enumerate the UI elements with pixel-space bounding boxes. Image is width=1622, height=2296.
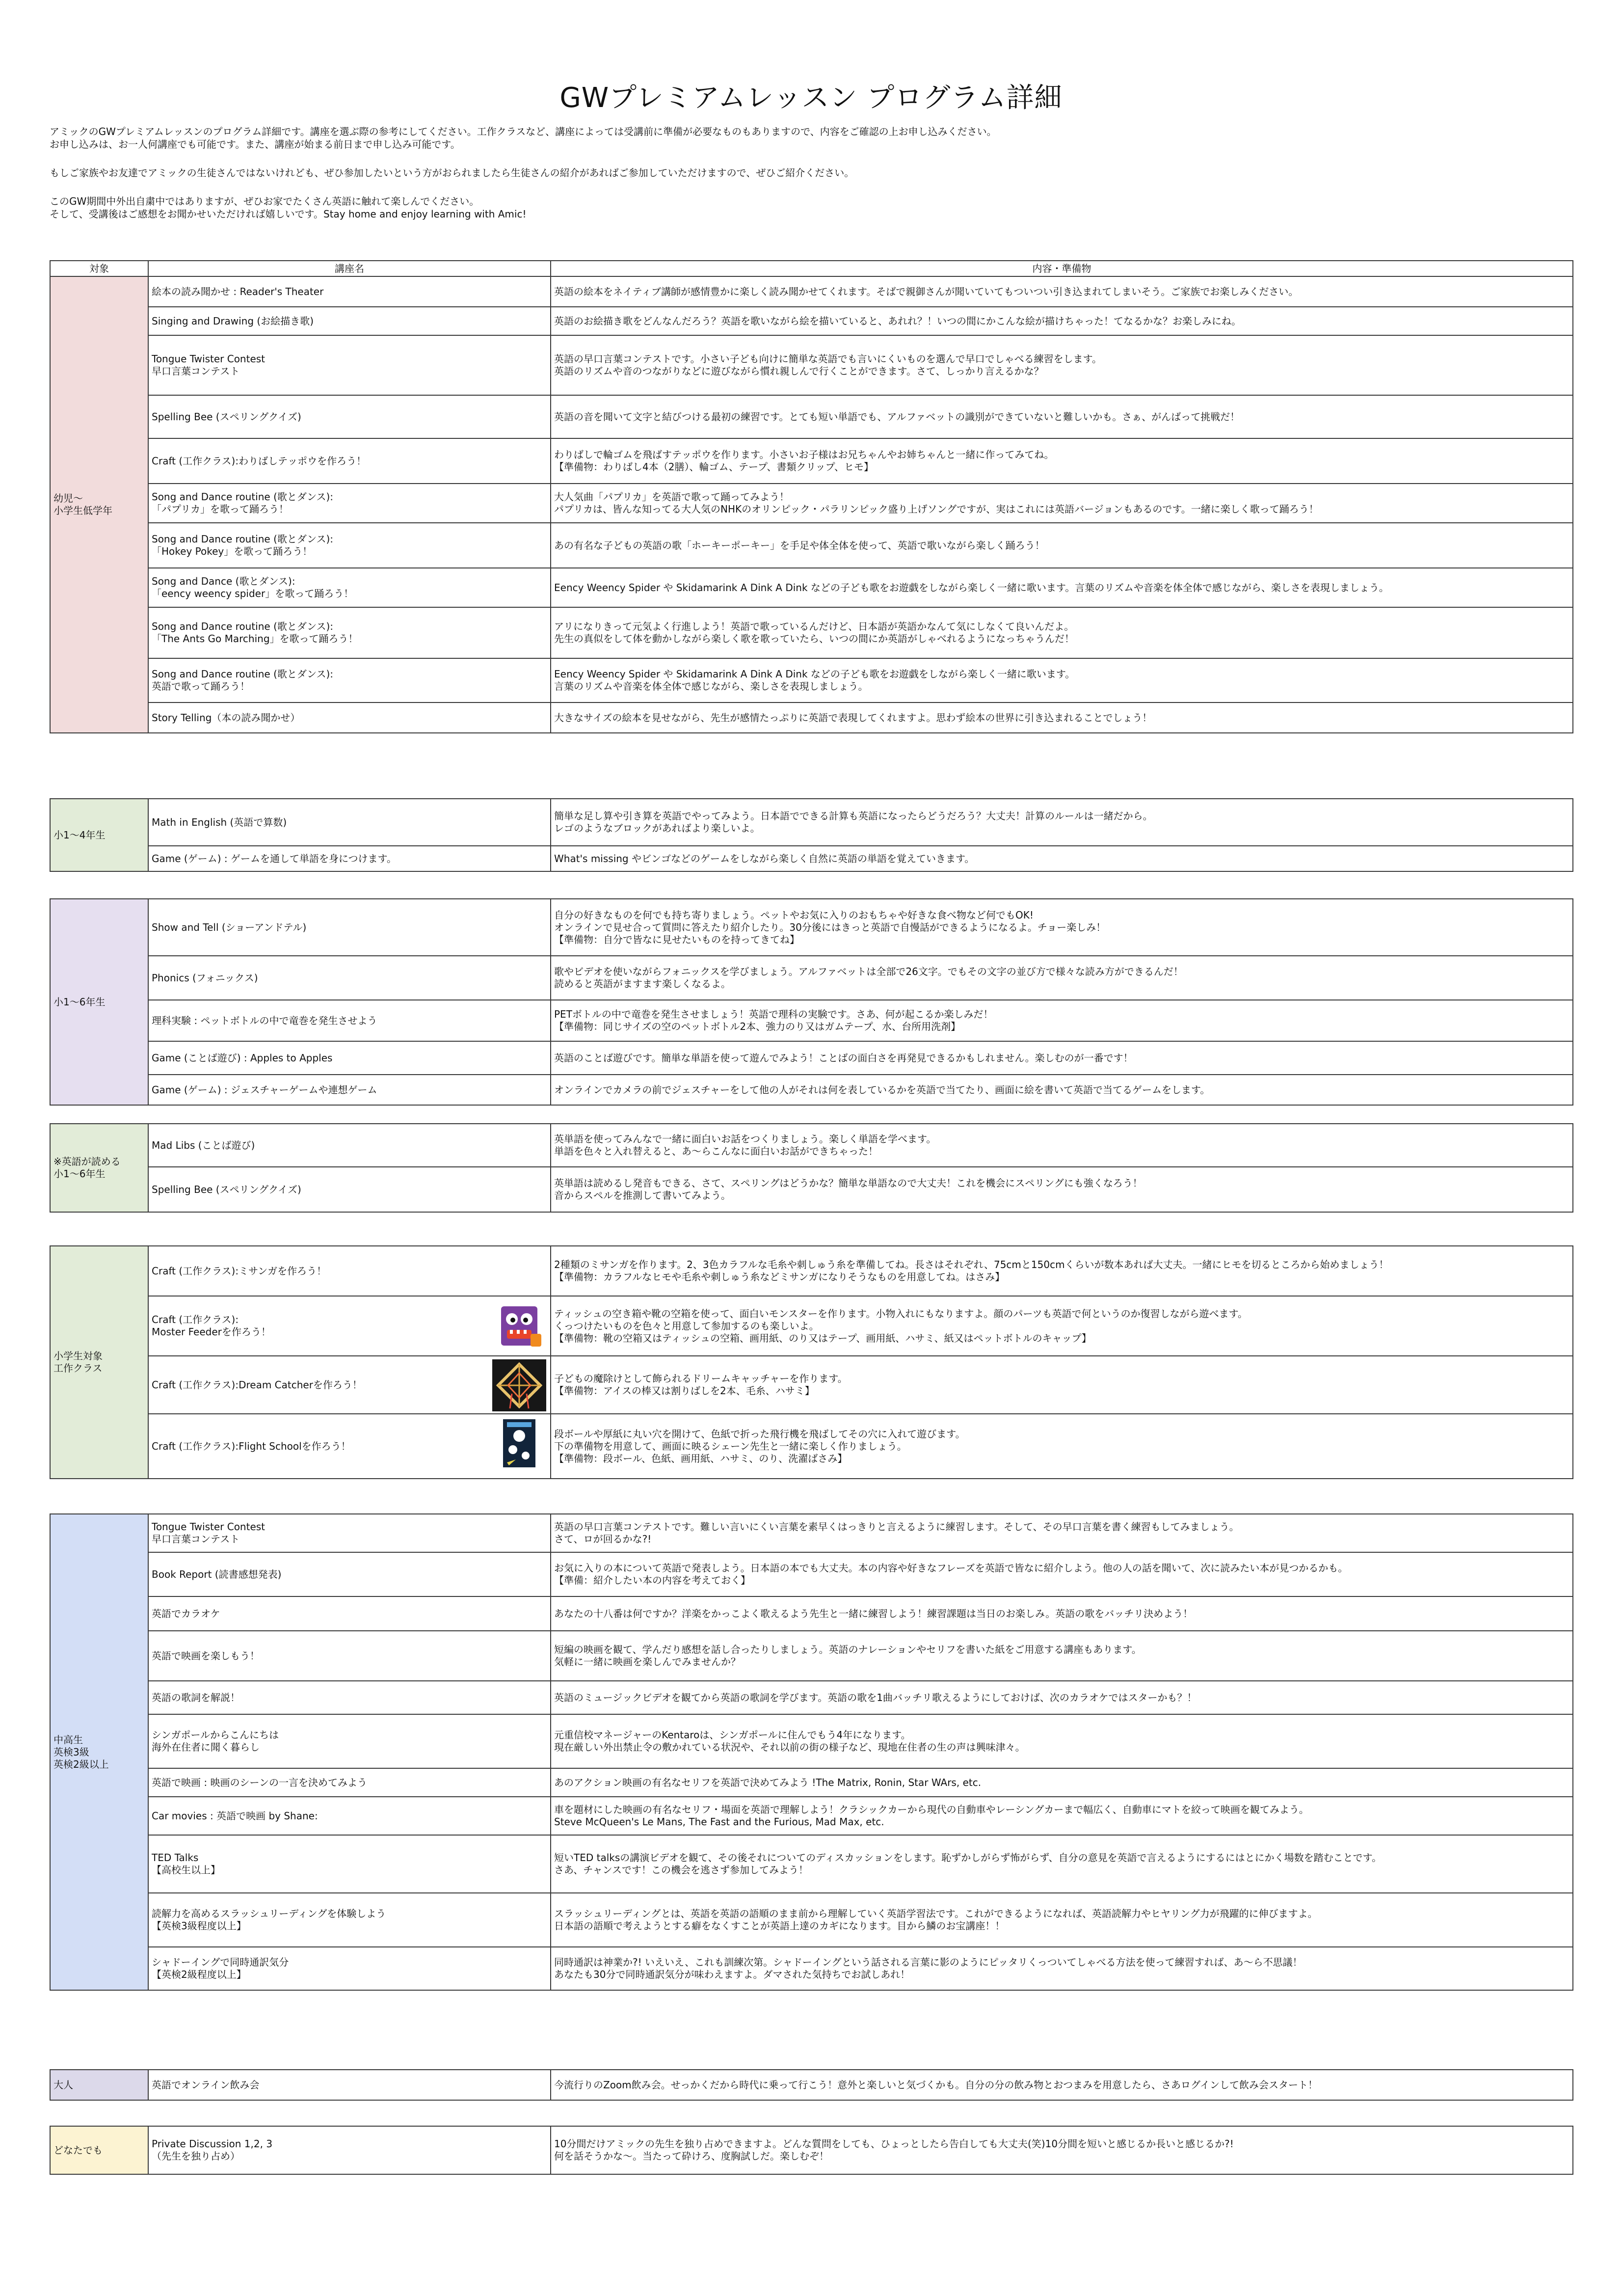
course-name: Private Discussion 1,2, 3 xyxy=(152,2138,273,2150)
page-title: GWプレミアムレッスン プログラム詳細 xyxy=(559,82,1063,114)
course-description-line: 【準備物：わりばし4本（2膳）、輪ゴム、テープ、書類クリップ、ヒモ】 xyxy=(554,461,874,473)
course-name: 読解力を高めるスラッシュリーディングを体験しよう xyxy=(152,1908,386,1919)
table-row xyxy=(50,1000,1573,1041)
course-name-cell xyxy=(148,956,551,1000)
intro-line: このGW期間中外出自粛中ではありますが、ぜひお家でたくさん英語に触れて楽しんでください。 xyxy=(50,195,479,207)
course-description-line: 英語のリズムや音のつながりなどに遊びながら慣れ親しんで行くことができます。さて、しっかり言えるかな？ xyxy=(554,365,1044,377)
course-description-cell xyxy=(551,523,1573,568)
intro-line: お申し込みは、お一人何講座でも可能です。また、講座が始まる前日まで申し込み可能です。 xyxy=(50,138,460,150)
course-description-line: 10分間だけアミックの先生を独り占めできますよ。どんな質問をしても、ひょっとしたら告白しても大丈夫(笑)10分間を短いと感じるか長いと感じるか?! xyxy=(554,2138,1234,2150)
table-row xyxy=(50,1514,1573,1552)
course-description-cell xyxy=(551,1041,1573,1075)
course-description-line: 先生の真似をして体を動かしながら楽しく歌を歌っていたら、いつの間にか英語がしゃべれるようになっちゃうんだ！ xyxy=(554,633,1074,645)
course-name-cell xyxy=(148,395,551,438)
course-description-line: 【準備：紹介したい本の内容を考えておく】 xyxy=(554,1574,750,1586)
target-audience-cell xyxy=(50,1246,148,1479)
course-description-line: お気に入りの本について英語で発表しよう。日本語の本でも大丈夫。本の内容や好きなフレーズを英語で皆なに紹介しよう。他の人の話を聞いて、次に読みたい本が見つかるかも。 xyxy=(554,1562,1348,1574)
course-name-cell xyxy=(148,846,551,871)
course-name: Song and Dance (歌とダンス): xyxy=(152,575,295,587)
craft-thumbnail-monster xyxy=(492,1299,546,1351)
table-row xyxy=(50,799,1573,846)
table-row xyxy=(50,1947,1573,1990)
course-description-cell xyxy=(551,1768,1573,1797)
course-name: 英語で映画を楽しもう！ xyxy=(152,1649,260,1662)
table-row xyxy=(50,846,1573,871)
course-name: 英語でカラオケ xyxy=(152,1607,220,1620)
course-description-cell xyxy=(551,799,1573,846)
target-audience-cell xyxy=(50,2070,148,2100)
course-name: 【英検3級程度以上】 xyxy=(152,1920,246,1932)
course-description-cell xyxy=(551,1596,1573,1631)
table-row xyxy=(50,1552,1573,1596)
course-name-cell xyxy=(148,1835,551,1893)
table-row xyxy=(50,2070,1573,2100)
target-audience-label: 小1～4年生 xyxy=(53,829,106,841)
intro-paragraph xyxy=(50,166,1571,179)
course-description-line: さあ、チャンスです！この機会を逃さず参加してみよう！ xyxy=(554,1864,808,1876)
table-row xyxy=(50,1835,1573,1893)
program-section-table xyxy=(50,1513,1573,1991)
course-description-cell xyxy=(551,899,1573,956)
target-audience-cell xyxy=(50,1124,148,1212)
course-name: 早口言葉コンテスト xyxy=(152,365,240,377)
target-audience-label: 小学生低学年 xyxy=(53,505,112,516)
target-audience-label: 幼児～ xyxy=(53,492,83,504)
course-name: Car movies : 英語で映画 by Shane: xyxy=(152,1810,318,1822)
table-row xyxy=(50,438,1573,484)
course-name: TED Talks xyxy=(152,1852,199,1864)
course-description-cell xyxy=(551,276,1573,307)
course-description-line: Steve McQueen's Le Mans, The Fast and the Furious, Mad Max, etc. xyxy=(554,1816,884,1828)
course-description-line: アリになりきって元気よく行進しよう！英語で歌っているんだけど、日本語が英語かなんて気にしなくて良いんだよ。 xyxy=(554,621,1074,632)
course-description-cell xyxy=(551,1835,1573,1893)
target-audience-label: ※英語が読める xyxy=(53,1156,121,1167)
course-description-line: 段ボールや厚紙に丸い穴を開けて、色紙で折った飛行機を飛ばしてその穴に入れて遊びます。 xyxy=(554,1428,965,1440)
course-description-line: レゴのようなブロックがあればより楽しいよ。 xyxy=(554,822,760,834)
table-row xyxy=(50,1246,1573,1296)
course-name-cell xyxy=(148,1356,551,1414)
table-row xyxy=(50,1681,1573,1714)
intro-paragraph xyxy=(50,125,1571,151)
course-description-line: 英語の早口言葉コンテストです。小さい子ども向けに簡単な英語でも言いにくいものを選んで早口でしゃべる練習をします。 xyxy=(554,353,1102,365)
course-description-cell xyxy=(551,1296,1573,1356)
course-name: 「パプリカ」を歌って踊ろう！ xyxy=(152,503,289,515)
target-audience-label: 中高生 xyxy=(53,1733,83,1746)
course-name: 英語の歌詞を解説！ xyxy=(152,1691,240,1703)
course-name: 英語でオンライン飲み会 xyxy=(152,2079,260,2091)
course-description-cell xyxy=(551,568,1573,607)
table-row xyxy=(50,276,1573,307)
course-description-line: 【準備物：自分で皆なに見せたいものを持ってきてね】 xyxy=(554,933,799,945)
course-name: 早口言葉コンテスト xyxy=(152,1533,240,1545)
program-section-table xyxy=(50,2126,1573,2175)
course-name-cell xyxy=(148,438,551,484)
course-name: （先生を独り占め） xyxy=(152,2150,240,2162)
course-name-cell xyxy=(148,899,551,956)
course-name-cell xyxy=(148,1000,551,1041)
course-name: 「eency weency spider」を歌って踊ろう！ xyxy=(152,588,354,599)
course-name-cell xyxy=(148,702,551,733)
course-name-cell xyxy=(148,1041,551,1075)
course-name-cell xyxy=(148,335,551,395)
course-description-line: Eency Weency Spider や Skidamarink A Dink A Dink などの子ども歌をお遊戯をしながら楽しく一緒に歌います。 xyxy=(554,668,1075,680)
course-description-line: 何を話そうかな～。当たって砕けろ、度胸試しだ。楽しむぞ！ xyxy=(554,2150,829,2162)
course-name: Tongue Twister Contest xyxy=(152,1521,266,1533)
course-description-line: あなたも30分で同時通訳気分が味わえますよ。ダマされた気持ちでお試しあれ！ xyxy=(554,1969,910,1980)
course-description-line: 歌やビデオを使いながらフォニックスを学びましょう。アルファベットは全部で26文字。でもその文字の並び方で様々な読み方ができるんだ！ xyxy=(554,966,1183,977)
table-row xyxy=(50,523,1573,568)
course-name-cell xyxy=(148,1552,551,1596)
course-description-cell xyxy=(551,1246,1573,1296)
target-audience-cell xyxy=(50,799,148,871)
course-name-cell xyxy=(148,658,551,702)
table-row xyxy=(50,1596,1573,1631)
course-name: Story Telling（本の読み聞かせ） xyxy=(152,711,300,724)
table-row xyxy=(50,607,1573,658)
course-description-line: 【準備物：アイスの棒又は割りばしを2本、毛糸、ハサミ】 xyxy=(554,1385,815,1397)
table-row xyxy=(50,395,1573,438)
table-row xyxy=(50,1714,1573,1768)
course-name-cell xyxy=(148,1768,551,1797)
intro-line: そして、受講後はご感想をお聞かせいただければ嬉しいです。Stay home and enjoy learning with Amic! xyxy=(50,208,527,220)
course-name: Song and Dance routine (歌とダンス): xyxy=(152,533,334,545)
course-name: Spelling Bee (スペリングクイズ) xyxy=(152,410,301,423)
course-description-line: 現在厳しい外出禁止令の敷かれている状況や、それ以前の街の様子など、現地在住者の生の声は興味津々。 xyxy=(554,1741,1025,1753)
course-description-line: 【準備物：段ボール、色紙、画用紙、ハサミ、のり、洗濯ばさみ】 xyxy=(554,1452,848,1464)
course-name: Craft (工作クラス):Flight Schoolを作ろう！ xyxy=(152,1440,351,1452)
course-name: Song and Dance routine (歌とダンス): xyxy=(152,621,334,632)
course-name: Book Report (読書感想発表) xyxy=(152,1568,282,1580)
course-description-line: 英語の音を聞いて文字と結びつける最初の練習です。とても短い単語でも、アルファベットの識別ができていないと難しいかも。さぁ、がんばって挑戦だ！ xyxy=(554,410,1240,423)
course-description-cell xyxy=(551,1414,1573,1479)
course-description-cell xyxy=(551,702,1573,733)
course-name: Math in English (英語で算数) xyxy=(152,816,287,828)
course-name-cell xyxy=(148,1596,551,1631)
course-description-cell xyxy=(551,2070,1573,2100)
course-description-cell xyxy=(551,1714,1573,1768)
course-description-line: オンラインで見せ合って質問に答えたり紹介したり。30分後にはきっと英語で自慢話ができるようになるよ。チョー楽しみ！ xyxy=(554,921,1106,933)
course-description-line: わりばしで輪ゴムを飛ばすテッポウを作ります。小さいお子様はお兄ちゃんやお姉ちゃんと一緒に作ってみてね。 xyxy=(554,449,1054,460)
course-name: 英語で映画 : 映画のシーンの一言を決めてみよう xyxy=(152,1776,368,1788)
course-name: Song and Dance routine (歌とダンス): xyxy=(152,491,334,503)
course-description-cell xyxy=(551,1797,1573,1835)
course-description-line: パプリカは、皆んな知ってる大人気のNHKのオリンピック・パラリンピック盛り上げソングですが、実はこれには英語バージョンもあるのです。一緒に楽しく歌って踊ろう！ xyxy=(554,503,1319,515)
course-description-line: 今流行りのZoom飲み会。せっかくだから時代に乗って行こう！意外と楽しいと気づくかも。自分の分の飲み物とおつまみを用意したら、さあログインして飲み会スタート！ xyxy=(554,2079,1318,2091)
course-description-line: 日本語の語順で考えようとする癖をなくすことが英語上達のカギになります。目から鱗のお宝講座！！ xyxy=(554,1920,1005,1932)
target-audience-label: どなたでも xyxy=(53,2144,103,2156)
course-description-line: 【準備物：同じサイズの空のペットボトル2本、強力のり又はガムテープ、水、台所用洗剤】 xyxy=(554,1021,961,1032)
course-description-cell xyxy=(551,335,1573,395)
course-description-cell xyxy=(551,1356,1573,1414)
course-description-line: 2種類のミサンガを作ります。2、3色カラフルな毛糸や刺しゅう糸を準備してね。長さはそれぞれ、75cmと150cmくらいが数本あれば大丈夫。一緒にヒモを切るところから始めましょう！ xyxy=(554,1259,1389,1270)
course-name-cell xyxy=(148,1246,551,1296)
target-audience-label: 小1～6年生 xyxy=(53,996,106,1008)
program-section-table xyxy=(50,1245,1573,1479)
course-name-cell xyxy=(148,1414,551,1479)
intro-line: アミックのGWプレミアムレッスンのプログラム詳細です。講座を選ぶ際の参考にしてください。工作クラスなど、講座によっては受講前に準備が必要なものもありますので、内容をご確認の上お申し込みください。 xyxy=(50,126,997,137)
course-description-line: あの有名な子どもの英語の歌「ホーキーポーキー」を手足や体全体を使って、英語で歌いながら楽しく踊ろう！ xyxy=(554,539,1045,551)
course-description-cell xyxy=(551,2126,1573,2174)
course-description-line: 英語の早口言葉コンテストです。難しい言いにくい言葉を素早くはっきりと言えるように練習します。そして、その早口言葉を書く練習もしてみましょう。 xyxy=(554,1521,1239,1533)
course-name: シンガポールからこんにちは xyxy=(152,1729,279,1741)
craft-thumbnail-flight xyxy=(492,1417,546,1469)
table-header-row xyxy=(50,261,1573,276)
course-name-cell xyxy=(148,1947,551,1990)
course-name: Game (ことば遊び) : Apples to Apples xyxy=(152,1052,333,1064)
program-section-table xyxy=(50,260,1573,733)
course-name-cell xyxy=(148,1631,551,1681)
course-description-cell xyxy=(551,607,1573,658)
craft-thumbnail-dream xyxy=(492,1359,546,1411)
table-row xyxy=(50,2126,1573,2174)
course-name-cell xyxy=(148,523,551,568)
course-name-cell xyxy=(148,607,551,658)
course-description-line: 元重信校マネージャーのKentaroは、シンガポールに住んでもう4年になります。 xyxy=(554,1729,911,1741)
course-description-line: 英単語を使ってみんなで一緒に面白いお話をつくりましょう。楽しく単語を学べます。 xyxy=(554,1133,936,1145)
course-description-line: 単語を色々と入れ替えると、あ～らこんなに面白いお話ができちゃった！ xyxy=(554,1145,878,1157)
course-description-cell xyxy=(551,1893,1573,1947)
course-name: Craft (工作クラス): xyxy=(152,1314,239,1325)
course-name: Craft (工作クラス):ミサンガを作ろう！ xyxy=(152,1265,327,1277)
course-description-line: 短編の映画を観て、学んだり感想を話し合ったりしましょう。英語のナレーションやセリフを書いた紙をご用意する講座もあります。 xyxy=(554,1644,1142,1655)
course-name-cell xyxy=(148,484,551,523)
course-description-cell xyxy=(551,1167,1573,1212)
course-name-cell xyxy=(148,1296,551,1356)
course-name: Game (ゲーム) : ゲームを通して単語を身につけます。 xyxy=(152,852,397,864)
course-name: Mad Libs (ことば遊び) xyxy=(152,1139,255,1151)
course-description-cell xyxy=(551,658,1573,702)
course-name: 理科実験 : ペットボトルの中で竜巻を発生させよう xyxy=(152,1014,377,1026)
course-description-line: 気軽に一緒に映画を楽しんでみませんか？ xyxy=(554,1656,741,1668)
table-row xyxy=(50,307,1573,335)
course-name-cell xyxy=(148,1714,551,1768)
course-name-cell xyxy=(148,1075,551,1105)
course-name-cell xyxy=(148,2126,551,2174)
course-description-line: スラッシュリーディングとは、英語を英語の語順のまま前から理解していく英語学習法です。これができるようになれば、英語読解力やヒヤリング力が飛躍的に伸びますよ。 xyxy=(554,1908,1318,1919)
course-description-line: 英語の絵本をネイティブ講師が感情豊かに楽しく読み聞かせてくれます。そばで親御さんが聞いていてもついつい引き込まれてしまいそう。ご家族でお楽しみください。 xyxy=(554,285,1299,297)
column-header-target: 対象 xyxy=(50,261,148,276)
course-name: Craft (工作クラス):Dream Catcherを作ろう！ xyxy=(152,1378,362,1391)
course-description-line: 読めると英語がますます楽しくなるよ。 xyxy=(554,978,731,990)
course-description-cell xyxy=(551,1631,1573,1681)
course-name: Song and Dance routine (歌とダンス): xyxy=(152,668,334,680)
course-name: Moster Feederを作ろう！ xyxy=(152,1326,271,1338)
course-name-cell xyxy=(148,1681,551,1714)
target-audience-label: 小1～6年生 xyxy=(53,1168,106,1180)
course-description-cell xyxy=(551,956,1573,1000)
target-audience-cell xyxy=(50,1514,148,1990)
course-description-cell xyxy=(551,1514,1573,1552)
target-audience-label: 英検2級以上 xyxy=(53,1758,109,1770)
course-name: Phonics (フォニックス) xyxy=(152,972,258,984)
table-row xyxy=(50,1124,1573,1167)
table-row xyxy=(50,484,1573,523)
table-row xyxy=(50,1296,1573,1356)
program-section-table xyxy=(50,898,1573,1106)
course-name: 【英検2級程度以上】 xyxy=(152,1969,246,1980)
target-audience-cell xyxy=(50,2126,148,2174)
course-name-cell xyxy=(148,1167,551,1212)
program-section-table xyxy=(50,1123,1573,1213)
course-description-line: 子どもの魔除けとして飾られるドリームキャッチャーを作ります。 xyxy=(554,1373,848,1384)
course-name-cell xyxy=(148,1124,551,1167)
course-description-line: What's missing やビンゴなどのゲームをしながら楽しく自然に英語の単語を覚えていきます。 xyxy=(554,852,975,864)
target-audience-label: 工作クラス xyxy=(53,1362,103,1374)
course-description-line: 同時通訳は神業か?! いえいえ、これも訓練次第。シャドーイングという話される言葉に影のようにピッタリくっついてしゃべる方法を使って練習すれば、あ～ら不思議！ xyxy=(554,1956,1303,1968)
course-name: 海外在住者に聞く暮らし xyxy=(152,1741,260,1753)
course-name-cell xyxy=(148,799,551,846)
course-description-line: 【準備物：靴の空箱又はティッシュの空箱、画用紙、のり又はテープ、画用紙、ハサミ、紙又はペットボトルのキャップ】 xyxy=(554,1332,1091,1344)
course-description-line: あのアクション映画の有名なセリフを英語で決めてみよう !The Matrix, Ronin, Star WArs, etc. xyxy=(554,1776,982,1788)
course-name-cell xyxy=(148,1893,551,1947)
course-name: Tongue Twister Contest xyxy=(152,353,266,365)
course-description-line: 音からスペルを推測して書いてみよう。 xyxy=(554,1189,731,1201)
course-description-cell xyxy=(551,1552,1573,1596)
course-name-cell xyxy=(148,2070,551,2100)
course-description-line: PETボトルの中で竜巻を発生させましょう！英語で理科の実験です。さあ、何が起こるか楽しみだ！ xyxy=(554,1008,993,1020)
course-description-cell xyxy=(551,438,1573,484)
course-name-cell xyxy=(148,568,551,607)
course-description-line: ティッシュの空き箱や靴の空箱を使って、面白いモンスターを作ります。小物入れにもなりますよ。顔のパーツも英語で何というのか復習しながら遊べます。 xyxy=(554,1307,1248,1320)
table-row xyxy=(50,1631,1573,1681)
course-name: 英語で歌って踊ろう！ xyxy=(152,680,250,692)
intro-text xyxy=(50,125,1571,236)
course-description-line: オンラインでカメラの前でジェスチャーをして他の人がそれは何を表しているかを英語で当てたり、画面に絵を書いて英語で当てるゲームをします。 xyxy=(554,1083,1210,1096)
course-description-cell xyxy=(551,395,1573,438)
program-section-table xyxy=(50,798,1573,872)
course-description-cell xyxy=(551,1681,1573,1714)
course-description-line: 簡単な足し算や引き算を英語でやってみよう。日本語でできる計算も英語になったらどうだろう？大丈夫！計算のルールは一緒だから。 xyxy=(554,810,1153,822)
course-description-cell xyxy=(551,484,1573,523)
target-audience-cell xyxy=(50,899,148,1105)
course-description-line: 大人気曲「パプリカ」を英語で歌って踊ってみよう！ xyxy=(554,491,789,503)
course-description-line: くっつけたいものを色々と用意して参加するのも楽しいよ。 xyxy=(554,1320,819,1332)
course-description-cell xyxy=(551,307,1573,335)
table-row xyxy=(50,1041,1573,1075)
course-description-cell xyxy=(551,846,1573,871)
course-description-line: 車を題材にした映画の有名なセリフ・場面を英語で理解しよう！クラシックカーから現代の自動車やレーシングカーまで幅広く、自動車にマトを絞って映画を観てみよう。 xyxy=(554,1804,1309,1815)
column-header-course: 講座名 xyxy=(148,261,551,276)
program-section-table xyxy=(50,2069,1573,2101)
table-row xyxy=(50,1893,1573,1947)
table-row xyxy=(50,1768,1573,1797)
table-row xyxy=(50,1414,1573,1479)
course-name: Craft (工作クラス):わりばしテッポウを作ろう！ xyxy=(152,455,367,467)
table-row xyxy=(50,956,1573,1000)
course-description-cell xyxy=(551,1947,1573,1990)
course-description-line: 自分の好きなものを何でも持ち寄りましょう。ペットやお気に入りのおもちゃや好きな食べ物など何でもOK! xyxy=(554,909,1034,921)
column-header-content: 内容・準備物 xyxy=(551,261,1573,276)
target-audience-label: 英検3級 xyxy=(53,1746,89,1758)
course-name: Game (ゲーム) : ジェスチャーゲームや連想ゲーム xyxy=(152,1083,377,1096)
course-description-line: 言葉のリズムや音楽を体全体で感じながら、楽しさを表現しましょう。 xyxy=(554,680,868,692)
course-description-line: Eency Weency Spider や Skidamarink A Dink A Dink などの子ども歌をお遊戯をしながら楽しく一緒に歌います。言葉のリズムや音楽を体全体で感じながら、楽しさを表現しましょう。 xyxy=(554,581,1389,594)
course-description-cell xyxy=(551,1000,1573,1041)
course-description-line: あなたの十八番は何ですか？洋楽をかっこよく歌えるよう先生と一緒に練習しよう！練習課題は当日のお楽しみ。英語の歌をバッチリ決めよう！ xyxy=(554,1607,1193,1620)
table-row xyxy=(50,568,1573,607)
course-name: 【高校生以上】 xyxy=(152,1864,220,1876)
table-row xyxy=(50,335,1573,395)
course-name: Singing and Drawing (お絵描き歌) xyxy=(152,315,314,327)
course-name-cell xyxy=(148,276,551,307)
intro-paragraph xyxy=(50,195,1571,220)
course-description-line: 【準備物：カラフルなヒモや毛糸や刺しゅう糸などミサンガになりそうなものを用意してね。はさみ】 xyxy=(554,1271,1005,1283)
table-row xyxy=(50,702,1573,733)
intro-line: もしご家族やお友達でアミックの生徒さんではないけれども、ぜひ参加したいという方がおられましたら生徒さんの紹介があればご参加していただけますので、ぜひご紹介ください。 xyxy=(50,167,854,179)
course-description-line: 英語のことば遊びです。簡単な単語を使って遊んでみよう！ことばの面白さを再発見できるかもしれません。楽しむのが一番です！ xyxy=(554,1052,1133,1064)
course-description-line: 英語のミュージックビデオを観てから英語の歌詞を学びます。英語の歌を1曲バッチリ歌えるようにしておけば、次のカラオケではスターかも？！ xyxy=(554,1691,1197,1703)
course-name: 「Hokey Pokey」を歌って踊ろう！ xyxy=(152,545,313,557)
course-name-cell xyxy=(148,1514,551,1552)
table-row xyxy=(50,658,1573,702)
course-description-line: 短いTED talksの講演ビデオを観て、その後それについてのディスカッションをします。恥ずかしがらず怖がらず、自分の意見を英語で言えるようにするにはとにかく場数を踏むことです。 xyxy=(554,1852,1382,1864)
target-audience-label: 大人 xyxy=(53,2079,73,2091)
target-audience-label: 小学生対象 xyxy=(53,1350,103,1362)
course-name: Spelling Bee (スペリングクイズ) xyxy=(152,1183,301,1195)
course-description-line: 英語のお絵描き歌をどんなんだろう？英語を歌いながら絵を描いていると、あれれ？！いつの間にかこんな絵が描けちゃった！てなるかな？お楽しみにね。 xyxy=(554,315,1241,327)
course-name: Show and Tell (ショーアンドテル) xyxy=(152,921,307,933)
table-row xyxy=(50,899,1573,956)
course-name-cell xyxy=(148,1797,551,1835)
course-name: 「The Ants Go Marching」を歌って踊ろう！ xyxy=(152,633,358,645)
course-description-line: 下の準備物を用意して、画面に映るシェーン先生と一緒に楽しく作りましょう。 xyxy=(554,1440,907,1452)
table-row xyxy=(50,1167,1573,1212)
course-description-line: 大きなサイズの絵本を見せながら、先生が感情たっぷりに英語で表現してくれますよ。思わず絵本の世界に引き込まれることでしょう！ xyxy=(554,711,1152,724)
course-name-cell xyxy=(148,307,551,335)
course-name: シャドーイングで同時通訳気分 xyxy=(152,1956,289,1968)
table-row xyxy=(50,1356,1573,1414)
target-audience-cell xyxy=(50,276,148,733)
course-description-cell xyxy=(551,1075,1573,1105)
course-description-line: 英単語は読めるし発音もできる、さて、スペリングはどうかな？簡単な単語なので大丈夫！これを機会にスペリングにも強くなろう！ xyxy=(554,1177,1143,1189)
course-name: 絵本の読み聞かせ : Reader's Theater xyxy=(152,285,324,297)
table-row xyxy=(50,1075,1573,1105)
course-description-line: さて、ロが回るかな?! xyxy=(554,1533,652,1545)
course-description-cell xyxy=(551,1124,1573,1167)
table-row xyxy=(50,1797,1573,1835)
